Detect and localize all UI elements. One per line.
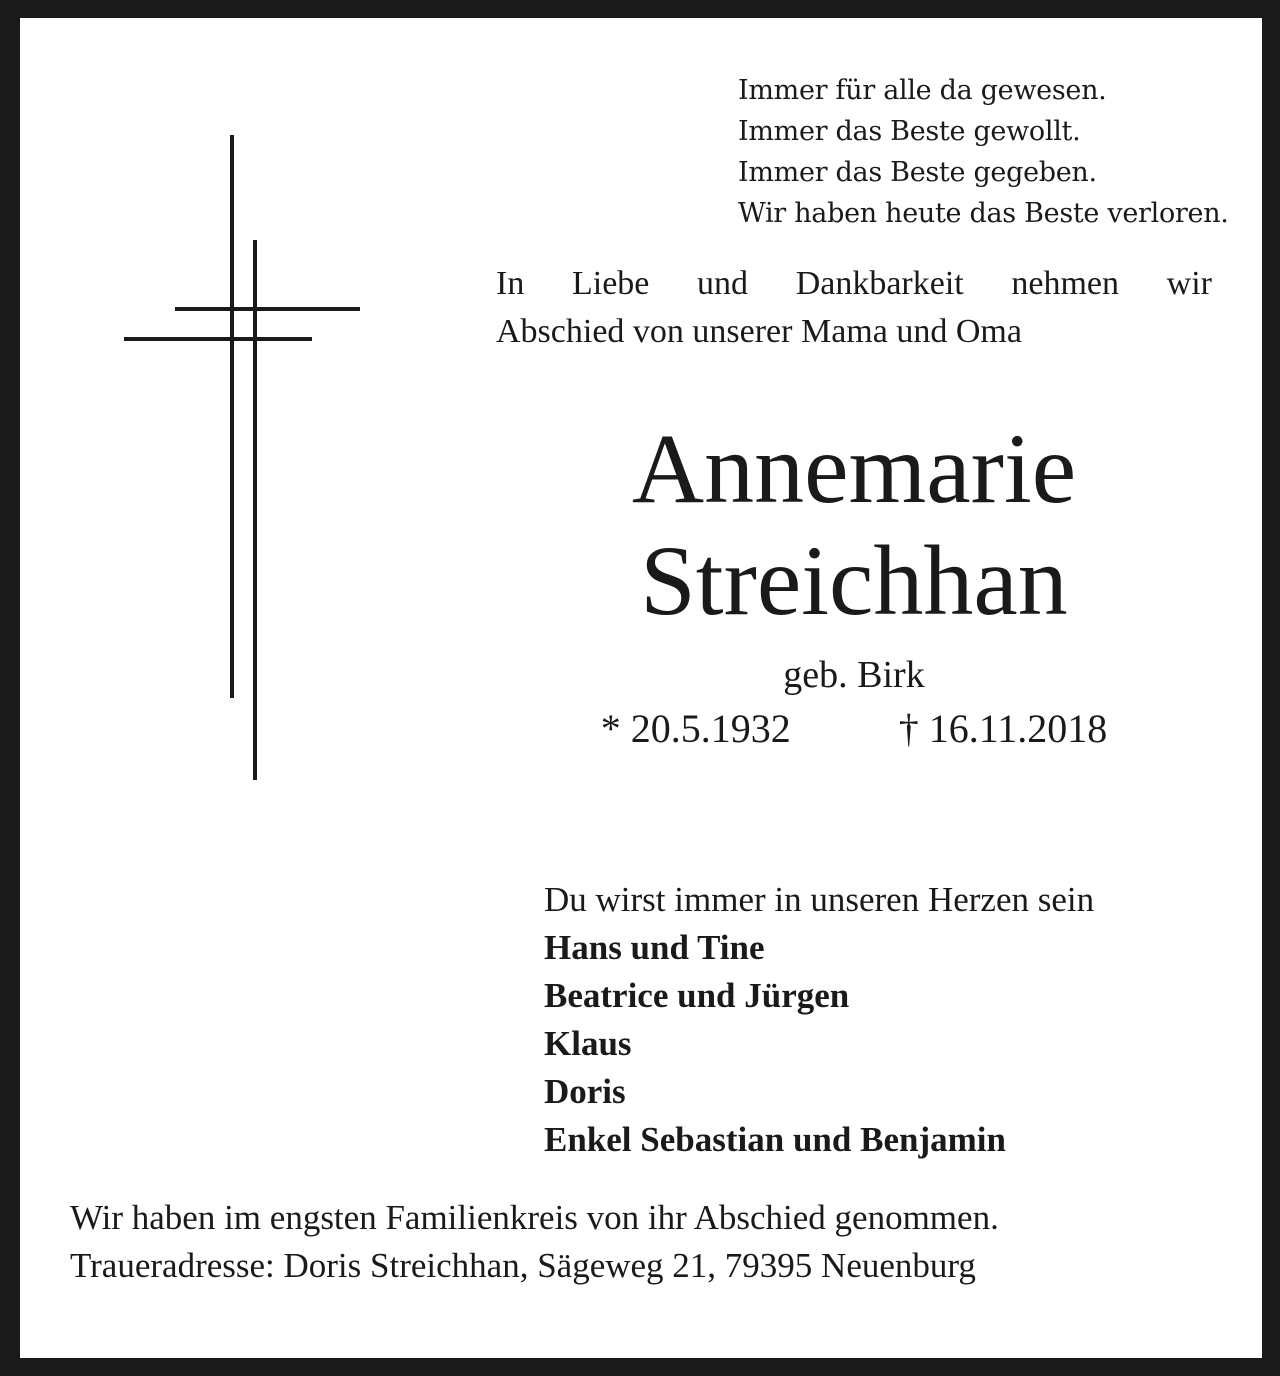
birth-date: * 20.5.1932 [600,706,791,751]
deceased-block [496,413,1212,753]
mourning-address: Traueradresse: Doris Streichhan, Sägeweg 21, 79395 Neuenburg [70,1246,976,1285]
motto-line: Immer für alle da gewesen. [738,75,1107,106]
family-member: Hans und Tine [544,928,765,967]
motto-verse [738,70,1229,234]
footer-line-1: Wir haben im engsten Familienkreis von ihr Abschied genommen. [70,1198,999,1237]
closing-block [544,876,1094,1164]
motto-line: Wir haben heute das Beste verloren. [738,198,1229,229]
cross-icon [20,18,420,818]
birth-name: geb. Birk [783,654,925,696]
life-dates [496,705,1212,753]
first-name: Annemarie [631,413,1077,524]
last-name: Streichhan [640,525,1068,636]
motto-line: Immer das Beste gegeben. [738,157,1097,188]
intro-line-1: In Liebe und Dankbarkeit nehmen wir [496,265,1212,302]
closing-line: Du wirst immer in unseren Herzen sein [544,880,1095,919]
footer-note [70,1194,999,1290]
family-member: Beatrice und Jürgen [544,976,850,1015]
obituary-card [20,18,1262,1358]
motto-line: Immer das Beste gewollt. [738,116,1081,147]
family-member: Enkel Sebastian und Benjamin [544,1120,1006,1159]
death-date: † 16.11.2018 [898,706,1108,751]
intro-line-2: Abschied von unserer Mama und Oma [496,313,1022,350]
family-member: Doris [544,1072,626,1111]
intro-text [496,260,1212,356]
family-member: Klaus [544,1024,632,1063]
